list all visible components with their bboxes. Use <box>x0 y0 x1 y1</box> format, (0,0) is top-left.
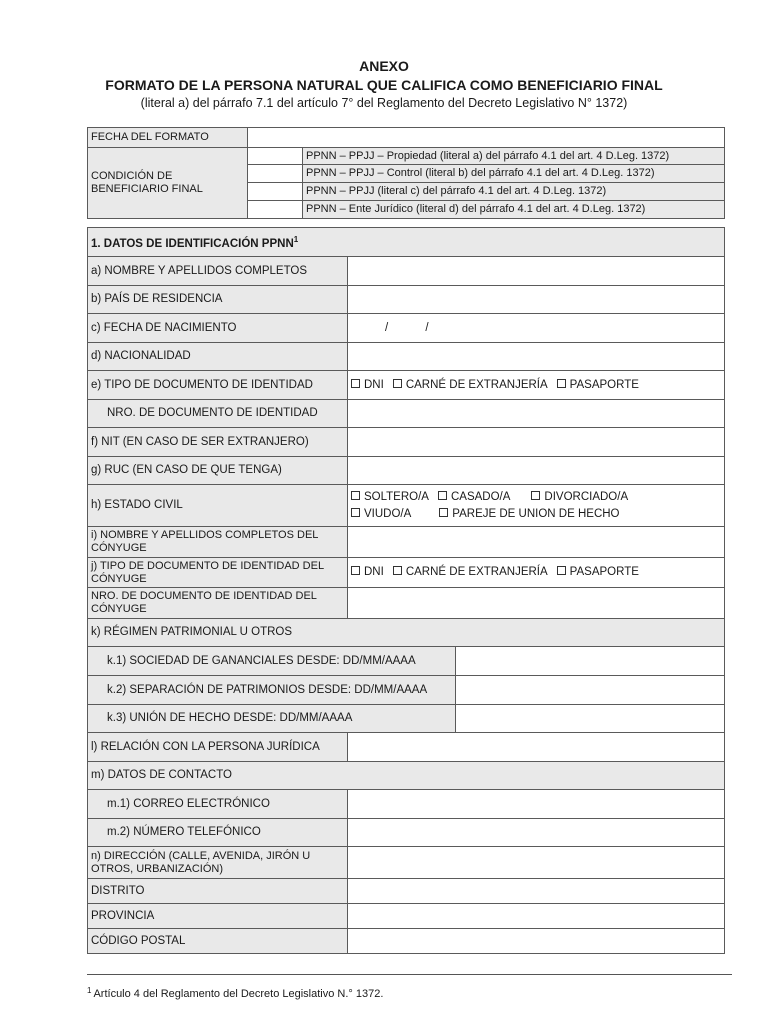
tipo-doc-options <box>348 371 725 400</box>
nro-doc-field[interactable] <box>348 400 725 428</box>
pasaporte-option[interactable]: PASAPORTE <box>557 566 639 579</box>
condition-option-d: PPNN – Ente Jurídico (literal d) del párrafo 4.1 del art. 4 D.Leg. 1372) <box>303 201 725 219</box>
footnote <box>87 986 383 1000</box>
footnote-mark: 1 <box>87 986 92 995</box>
date-separator: / <box>425 321 429 334</box>
nombre-conyuge-field[interactable] <box>348 527 725 558</box>
nacionalidad-field[interactable] <box>348 343 725 371</box>
carne-option[interactable]: CARNÉ DE EXTRANJERÍA <box>393 379 548 392</box>
nacionalidad-label: d) NACIONALIDAD <box>88 343 348 371</box>
checkbox-icon[interactable] <box>531 491 540 500</box>
pais-field[interactable] <box>348 286 725 314</box>
k3-field[interactable] <box>456 705 725 733</box>
nombre-field[interactable] <box>348 257 725 286</box>
carne-option[interactable]: CARNÉ DE EXTRANJERÍA <box>393 566 548 579</box>
k1-label: k.1) SOCIEDAD DE GANANCIALES DESDE: DD/MM/AAAA <box>88 647 456 676</box>
k2-field[interactable] <box>456 676 725 705</box>
estado-civil-label: h) ESTADO CIVIL <box>88 485 348 527</box>
casado-option[interactable]: CASADO/A <box>438 489 510 506</box>
dni-option[interactable]: DNI <box>351 566 384 579</box>
correo-field[interactable] <box>348 790 725 819</box>
fecha-nac-field[interactable] <box>348 314 725 343</box>
relacion-label: l) RELACIÓN CON LA PERSONA JURÍDICA <box>88 733 348 762</box>
codigo-postal-field[interactable] <box>348 929 725 954</box>
distrito-field[interactable] <box>348 879 725 904</box>
nit-label: f) NIT (EN CASO DE SER EXTRANJERO) <box>88 428 348 457</box>
checkbox-icon[interactable] <box>557 379 566 388</box>
distrito-label: DISTRITO <box>88 879 348 904</box>
contacto-label: m) DATOS DE CONTACTO <box>88 762 725 790</box>
fecha-formato-field[interactable] <box>248 128 725 148</box>
nro-doc-label: NRO. DE DOCUMENTO DE IDENTIDAD <box>88 400 348 428</box>
estado-civil-options <box>348 485 725 527</box>
fecha-nac-label: c) FECHA DE NACIMIENTO <box>88 314 348 343</box>
fecha-formato-label: FECHA DEL FORMATO <box>88 128 248 148</box>
checkbox-icon[interactable] <box>351 379 360 388</box>
pais-label: b) PAÍS DE RESIDENCIA <box>88 286 348 314</box>
tipo-doc-label: e) TIPO DE DOCUMENTO DE IDENTIDAD <box>88 371 348 400</box>
soltero-option[interactable]: SOLTERO/A <box>351 489 429 506</box>
divorciado-option[interactable]: DIVORCIADO/A <box>531 489 628 506</box>
checkbox-icon[interactable] <box>438 491 447 500</box>
k1-field[interactable] <box>456 647 725 676</box>
condition-checkbox-c[interactable] <box>248 183 303 201</box>
footnote-text: Artículo 4 del Reglamento del Decreto Legislativo N.° 1372. <box>93 988 384 1000</box>
telefono-label: m.2) NÚMERO TELEFÓNICO <box>88 819 348 847</box>
checkbox-icon[interactable] <box>351 566 360 575</box>
pasaporte-option[interactable]: PASAPORTE <box>557 379 639 392</box>
date-separator: / <box>385 321 389 334</box>
correo-label: m.1) CORREO ELECTRÓNICO <box>88 790 348 819</box>
checkbox-icon[interactable] <box>557 566 566 575</box>
nombre-label: a) NOMBRE Y APELLIDOS COMPLETOS <box>88 257 348 286</box>
ruc-label: g) RUC (EN CASO DE QUE TENGA) <box>88 457 348 485</box>
tipo-doc-conyuge-label: j) TIPO DE DOCUMENTO DE IDENTIDAD DEL CÓNYUGE <box>88 558 348 588</box>
annex-title: ANEXO <box>359 58 409 74</box>
k3-label: k.3) UNIÓN DE HECHO DESDE: DD/MM/AAAA <box>88 705 456 733</box>
checkbox-icon[interactable] <box>439 508 448 517</box>
checkbox-icon[interactable] <box>351 508 360 517</box>
condition-option-a: PPNN – PPJJ – Propiedad (literal a) del párrafo 4.1 del art. 4 D.Leg. 1372) <box>303 148 725 165</box>
nro-doc-conyuge-field[interactable] <box>348 588 725 619</box>
ruc-field[interactable] <box>348 457 725 485</box>
checkbox-icon[interactable] <box>393 379 402 388</box>
direccion-field[interactable] <box>348 847 725 879</box>
condition-checkbox-b[interactable] <box>248 165 303 183</box>
section-title: 1. DATOS DE IDENTIFICACIÓN PPNN$^1$ <box>88 228 725 257</box>
footnote-divider <box>87 974 732 975</box>
tipo-doc-conyuge-options <box>348 558 725 588</box>
pareja-option[interactable]: PAREJE DE UNION DE HECHO <box>439 506 619 523</box>
provincia-label: PROVINCIA <box>88 904 348 929</box>
nit-field[interactable] <box>348 428 725 457</box>
identification-table <box>87 227 725 954</box>
format-conditions-table <box>87 127 725 219</box>
condicion-label: CONDICIÓN DE BENEFICIARIO FINAL <box>88 148 248 219</box>
nro-doc-conyuge-label: NRO. DE DOCUMENTO DE IDENTIDAD DEL CÓNYUGE <box>88 588 348 619</box>
direccion-label: n) DIRECCIÓN (CALLE, AVENIDA, JIRÓN U OTROS, URBANIZACIÓN) <box>88 847 348 879</box>
viudo-option[interactable]: VIUDO/A <box>351 506 411 523</box>
telefono-field[interactable] <box>348 819 725 847</box>
nombre-conyuge-label: i) NOMBRE Y APELLIDOS COMPLETOS DEL CÓNYUGE <box>88 527 348 558</box>
condition-option-b: PPNN – PPJJ – Control (literal b) del párrafo 4.1 del art. 4 D.Leg. 1372) <box>303 165 725 183</box>
codigo-postal-label: CÓDIGO POSTAL <box>88 929 348 954</box>
provincia-field[interactable] <box>348 904 725 929</box>
condition-option-c: PPNN – PPJJ (literal c) del párrafo 4.1 del art. 4 D.Leg. 1372) <box>303 183 725 201</box>
legal-reference: (literal a) del párrafo 7.1 del artículo 7° del Reglamento del Decreto Legislativo N° 1372) <box>140 96 628 110</box>
form-subtitle: FORMATO DE LA PERSONA NATURAL QUE CALIFICA COMO BENEFICIARIO FINAL <box>105 77 663 93</box>
condition-checkbox-a[interactable] <box>248 148 303 165</box>
condition-checkbox-d[interactable] <box>248 201 303 219</box>
k2-label: k.2) SEPARACIÓN DE PATRIMONIOS DESDE: DD/MM/AAAA <box>88 676 456 705</box>
checkbox-icon[interactable] <box>351 491 360 500</box>
regimen-label: k) RÉGIMEN PATRIMONIAL U OTROS <box>88 619 725 647</box>
relacion-field[interactable] <box>348 733 725 762</box>
checkbox-icon[interactable] <box>393 566 402 575</box>
dni-option[interactable]: DNI <box>351 379 384 392</box>
